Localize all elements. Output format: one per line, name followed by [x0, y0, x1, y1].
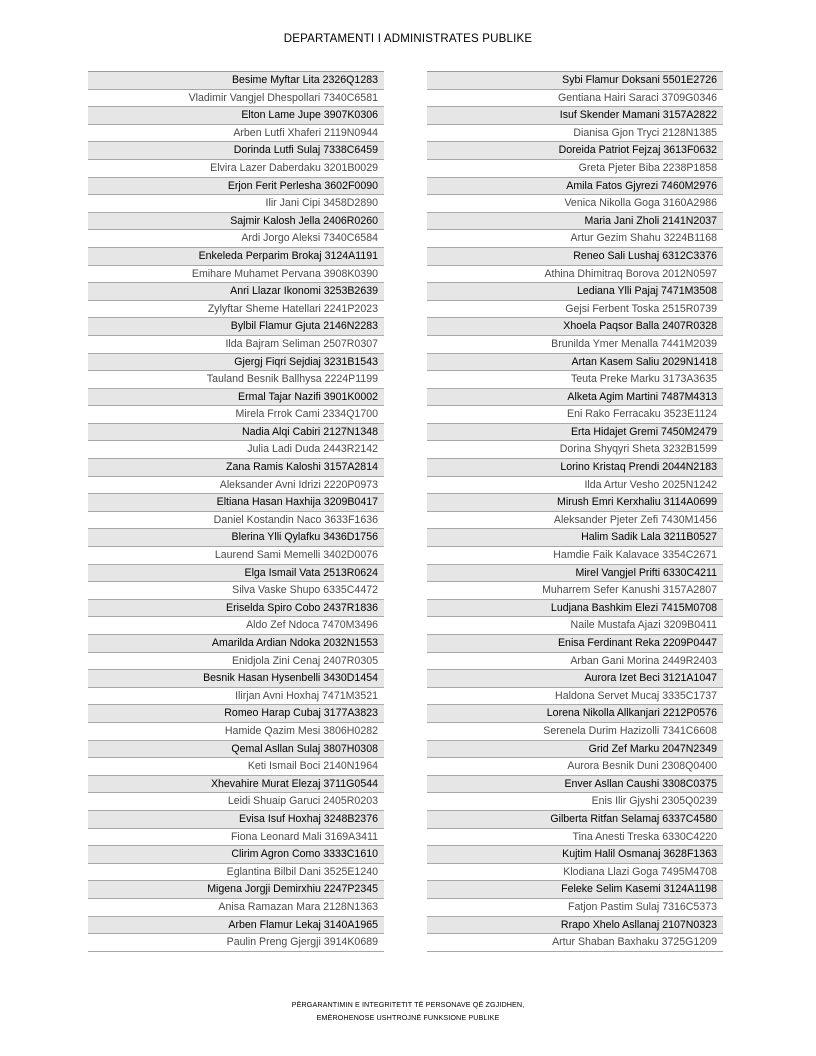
list-row: Nadia Alqi Cabiri 2127N1348: [88, 424, 384, 442]
list-row: Lorena Nikolla Allkanjari 2212P0576: [427, 705, 723, 723]
list-row: Elton Lame Jupe 3907K0306: [88, 107, 384, 125]
list-row: Elvira Lazer Daberdaku 3201B0029: [88, 160, 384, 178]
list-row: Ludjana Bashkim Elezi 7415M0708: [427, 600, 723, 618]
list-row: Isuf Skender Mamani 3157A2822: [427, 107, 723, 125]
list-row: Arben Lutfi Xhaferi 2119N0944: [88, 125, 384, 143]
list-row: Anisa Ramazan Mara 2128N1363: [88, 899, 384, 917]
list-row: Emihare Muhamet Pervana 3908K0390: [88, 266, 384, 284]
list-row: Gilberta Ritfan Selamaj 6337C4580: [427, 811, 723, 829]
list-row: Ilirjan Avni Hoxhaj 7471M3521: [88, 688, 384, 706]
list-row: Clirim Agron Como 3333C1610: [88, 846, 384, 864]
right-name-list: [427, 71, 723, 952]
list-row: Enidjola Zini Cenaj 2407R0305: [88, 653, 384, 671]
list-row: Ilda Bajram Seliman 2507R0307: [88, 336, 384, 354]
footer-line-2: EMËROHENOSE USHTROJNË FUNKSIONE PUBLIKE: [316, 1012, 500, 1022]
list-row: Dianisa Gjon Tryci 2128N1385: [427, 125, 723, 143]
list-row: Xhoela Paqsor Balla 2407R0328: [427, 318, 723, 336]
list-row: Dorinda Lutfi Sulaj 7338C6459: [88, 142, 384, 160]
list-row: Hamdie Faik Kalavace 3354C2671: [427, 547, 723, 565]
list-row: Eltiana Hasan Haxhija 3209B0417: [88, 494, 384, 512]
list-row: Sajmir Kalosh Jella 2406R0260: [88, 213, 384, 231]
list-row: Greta Pjeter Biba 2238P1858: [427, 160, 723, 178]
list-row: Fiona Leonard Mali 3169A3411: [88, 829, 384, 847]
list-row: Amila Fatos Gjyrezi 7460M2976: [427, 178, 723, 196]
list-row: Feleke Selim Kasemi 3124A1198: [427, 881, 723, 899]
list-row: Qemal Asllan Sulaj 3807H0308: [88, 741, 384, 759]
list-row: Lediana Ylli Pajaj 7471M3508: [427, 283, 723, 301]
list-row: Arben Flamur Lekaj 3140A1965: [88, 917, 384, 935]
list-row: Grid Zef Marku 2047N2349: [427, 741, 723, 759]
list-row: Gentiana Hairi Saraci 3709G0346: [427, 90, 723, 108]
list-row: Eni Rako Ferracaku 3523E1124: [427, 406, 723, 424]
list-row: Besime Myftar Lita 2326Q1283: [88, 72, 384, 90]
footer-line-1: PËRGARANTIMIN E INTEGRITETIT TË PERSONAVE QË ZGJIDHEN,: [291, 1000, 525, 1009]
list-row: Anri Llazar Ikonomi 3253B2639: [88, 283, 384, 301]
list-row: Paulin Preng Gjergji 3914K0689: [88, 934, 384, 952]
list-row: Migena Jorgji Demirxhiu 2247P2345: [88, 881, 384, 899]
list-row: Gejsi Ferbent Toska 2515R0739: [427, 301, 723, 319]
list-row: Halim Sadik Lala 3211B0527: [427, 529, 723, 547]
list-row: Artur Shaban Baxhaku 3725G1209: [427, 934, 723, 952]
list-row: Sybi Flamur Doksani 5501E2726: [427, 72, 723, 90]
list-row: Mirush Emri Kerxhaliu 3114A0699: [427, 494, 723, 512]
page-footer: [0, 999, 816, 1024]
list-row: Lorino Kristaq Prendi 2044N2183: [427, 459, 723, 477]
list-row: Aleksander Pjeter Zefi 7430M1456: [427, 512, 723, 530]
list-row: Maria Jani Zholi 2141N2037: [427, 213, 723, 231]
list-row: Aurora Besnik Duni 2308Q0400: [427, 758, 723, 776]
list-row: Arban Gani Morina 2449R2403: [427, 653, 723, 671]
list-row: Eriselda Spiro Cobo 2437R1836: [88, 600, 384, 618]
list-row: Enis Ilir Gjyshi 2305Q0239: [427, 793, 723, 811]
list-row: Dorina Shyqyri Sheta 3232B1599: [427, 441, 723, 459]
list-row: Rrapo Xhelo Asllanaj 2107N0323: [427, 917, 723, 935]
list-row: Ermal Tajar Nazifi 3901K0002: [88, 389, 384, 407]
left-name-list: [88, 71, 384, 952]
list-row: Klodiana Llazi Goga 7495M4708: [427, 864, 723, 882]
list-row: Ilda Artur Vesho 2025N1242: [427, 477, 723, 495]
list-row: Aurora Izet Beci 3121A1047: [427, 670, 723, 688]
list-row: Zana Ramis Kaloshi 3157A2814: [88, 459, 384, 477]
list-row: Zylyftar Sheme Hatellari 2241P2023: [88, 301, 384, 319]
list-row: Erta Hidajet Gremi 7450M2479: [427, 424, 723, 442]
list-row: Blerina Ylli Qylafku 3436D1756: [88, 529, 384, 547]
list-row: Bylbil Flamur Gjuta 2146N2283: [88, 318, 384, 336]
list-row: Aldo Zef Ndoca 7470M3496: [88, 617, 384, 635]
list-row: Muharrem Sefer Kanushi 3157A2807: [427, 582, 723, 600]
list-row: Brunilda Ymer Menalla 7441M2039: [427, 336, 723, 354]
list-row: Kujtim Halil Osmanaj 3628F1363: [427, 846, 723, 864]
list-row: Elga Ismail Vata 2513R0624: [88, 565, 384, 583]
list-row: Aleksander Avni Idrizi 2220P0973: [88, 477, 384, 495]
list-row: Tina Anesti Treska 6330C4220: [427, 829, 723, 847]
list-row: Gjergj Fiqri Sejdiaj 3231B1543: [88, 354, 384, 372]
list-row: Reneo Sali Lushaj 6312C3376: [427, 248, 723, 266]
list-row: Silva Vaske Shupo 6335C4472: [88, 582, 384, 600]
list-row: Ilir Jani Cipi 3458D2890: [88, 195, 384, 213]
list-row: Enisa Ferdinant Reka 2209P0447: [427, 635, 723, 653]
list-row: Artur Gezim Shahu 3224B1168: [427, 230, 723, 248]
list-row: Ardi Jorgo Aleksi 7340C6584: [88, 230, 384, 248]
list-row: Mirel Vangjel Prifti 6330C4211: [427, 565, 723, 583]
list-row: Daniel Kostandin Naco 3633F1636: [88, 512, 384, 530]
list-row: Eglantina Bilbil Dani 3525E1240: [88, 864, 384, 882]
list-row: Enkeleda Perparim Brokaj 3124A1191: [88, 248, 384, 266]
list-row: Naile Mustafa Ajazi 3209B0411: [427, 617, 723, 635]
list-row: Teuta Preke Marku 3173A3635: [427, 371, 723, 389]
page-title: DEPARTAMENTI I ADMINISTRATES PUBLIKE: [283, 33, 533, 45]
list-row: Haldona Servet Mucaj 3335C1737: [427, 688, 723, 706]
list-row: Romeo Harap Cubaj 3177A3823: [88, 705, 384, 723]
list-row: Mirela Frrok Cami 2334Q1700: [88, 406, 384, 424]
list-row: Artan Kasem Saliu 2029N1418: [427, 354, 723, 372]
list-row: Tauland Besnik Ballhysa 2224P1199: [88, 371, 384, 389]
list-row: Fatjon Pastim Sulaj 7316C5373: [427, 899, 723, 917]
list-row: Xhevahire Murat Elezaj 3711G0544: [88, 776, 384, 794]
list-row: Serenela Durim Hazizolli 7341C6608: [427, 723, 723, 741]
list-row: Doreida Patriot Fejzaj 3613F0632: [427, 142, 723, 160]
list-row: Venica Nikolla Goga 3160A2986: [427, 195, 723, 213]
list-row: Athina Dhimitraq Borova 2012N0597: [427, 266, 723, 284]
list-row: Erjon Ferit Perlesha 3602F0090: [88, 178, 384, 196]
list-row: Keti Ismail Boci 2140N1964: [88, 758, 384, 776]
list-row: Julia Ladi Duda 2443R2142: [88, 441, 384, 459]
list-row: Hamide Qazim Mesi 3806H0282: [88, 723, 384, 741]
list-row: Vladimir Vangjel Dhespollari 7340C6581: [88, 90, 384, 108]
list-row: Besnik Hasan Hysenbelli 3430D1454: [88, 670, 384, 688]
list-row: Laurend Sami Memelli 3402D0076: [88, 547, 384, 565]
list-row: Alketa Agim Martini 7487M4313: [427, 389, 723, 407]
list-row: Enver Asllan Caushi 3308C0375: [427, 776, 723, 794]
list-row: Evisa Isuf Hoxhaj 3248B2376: [88, 811, 384, 829]
list-row: Amarilda Ardian Ndoka 2032N1553: [88, 635, 384, 653]
list-row: Leidi Shuaip Garuci 2405R0203: [88, 793, 384, 811]
